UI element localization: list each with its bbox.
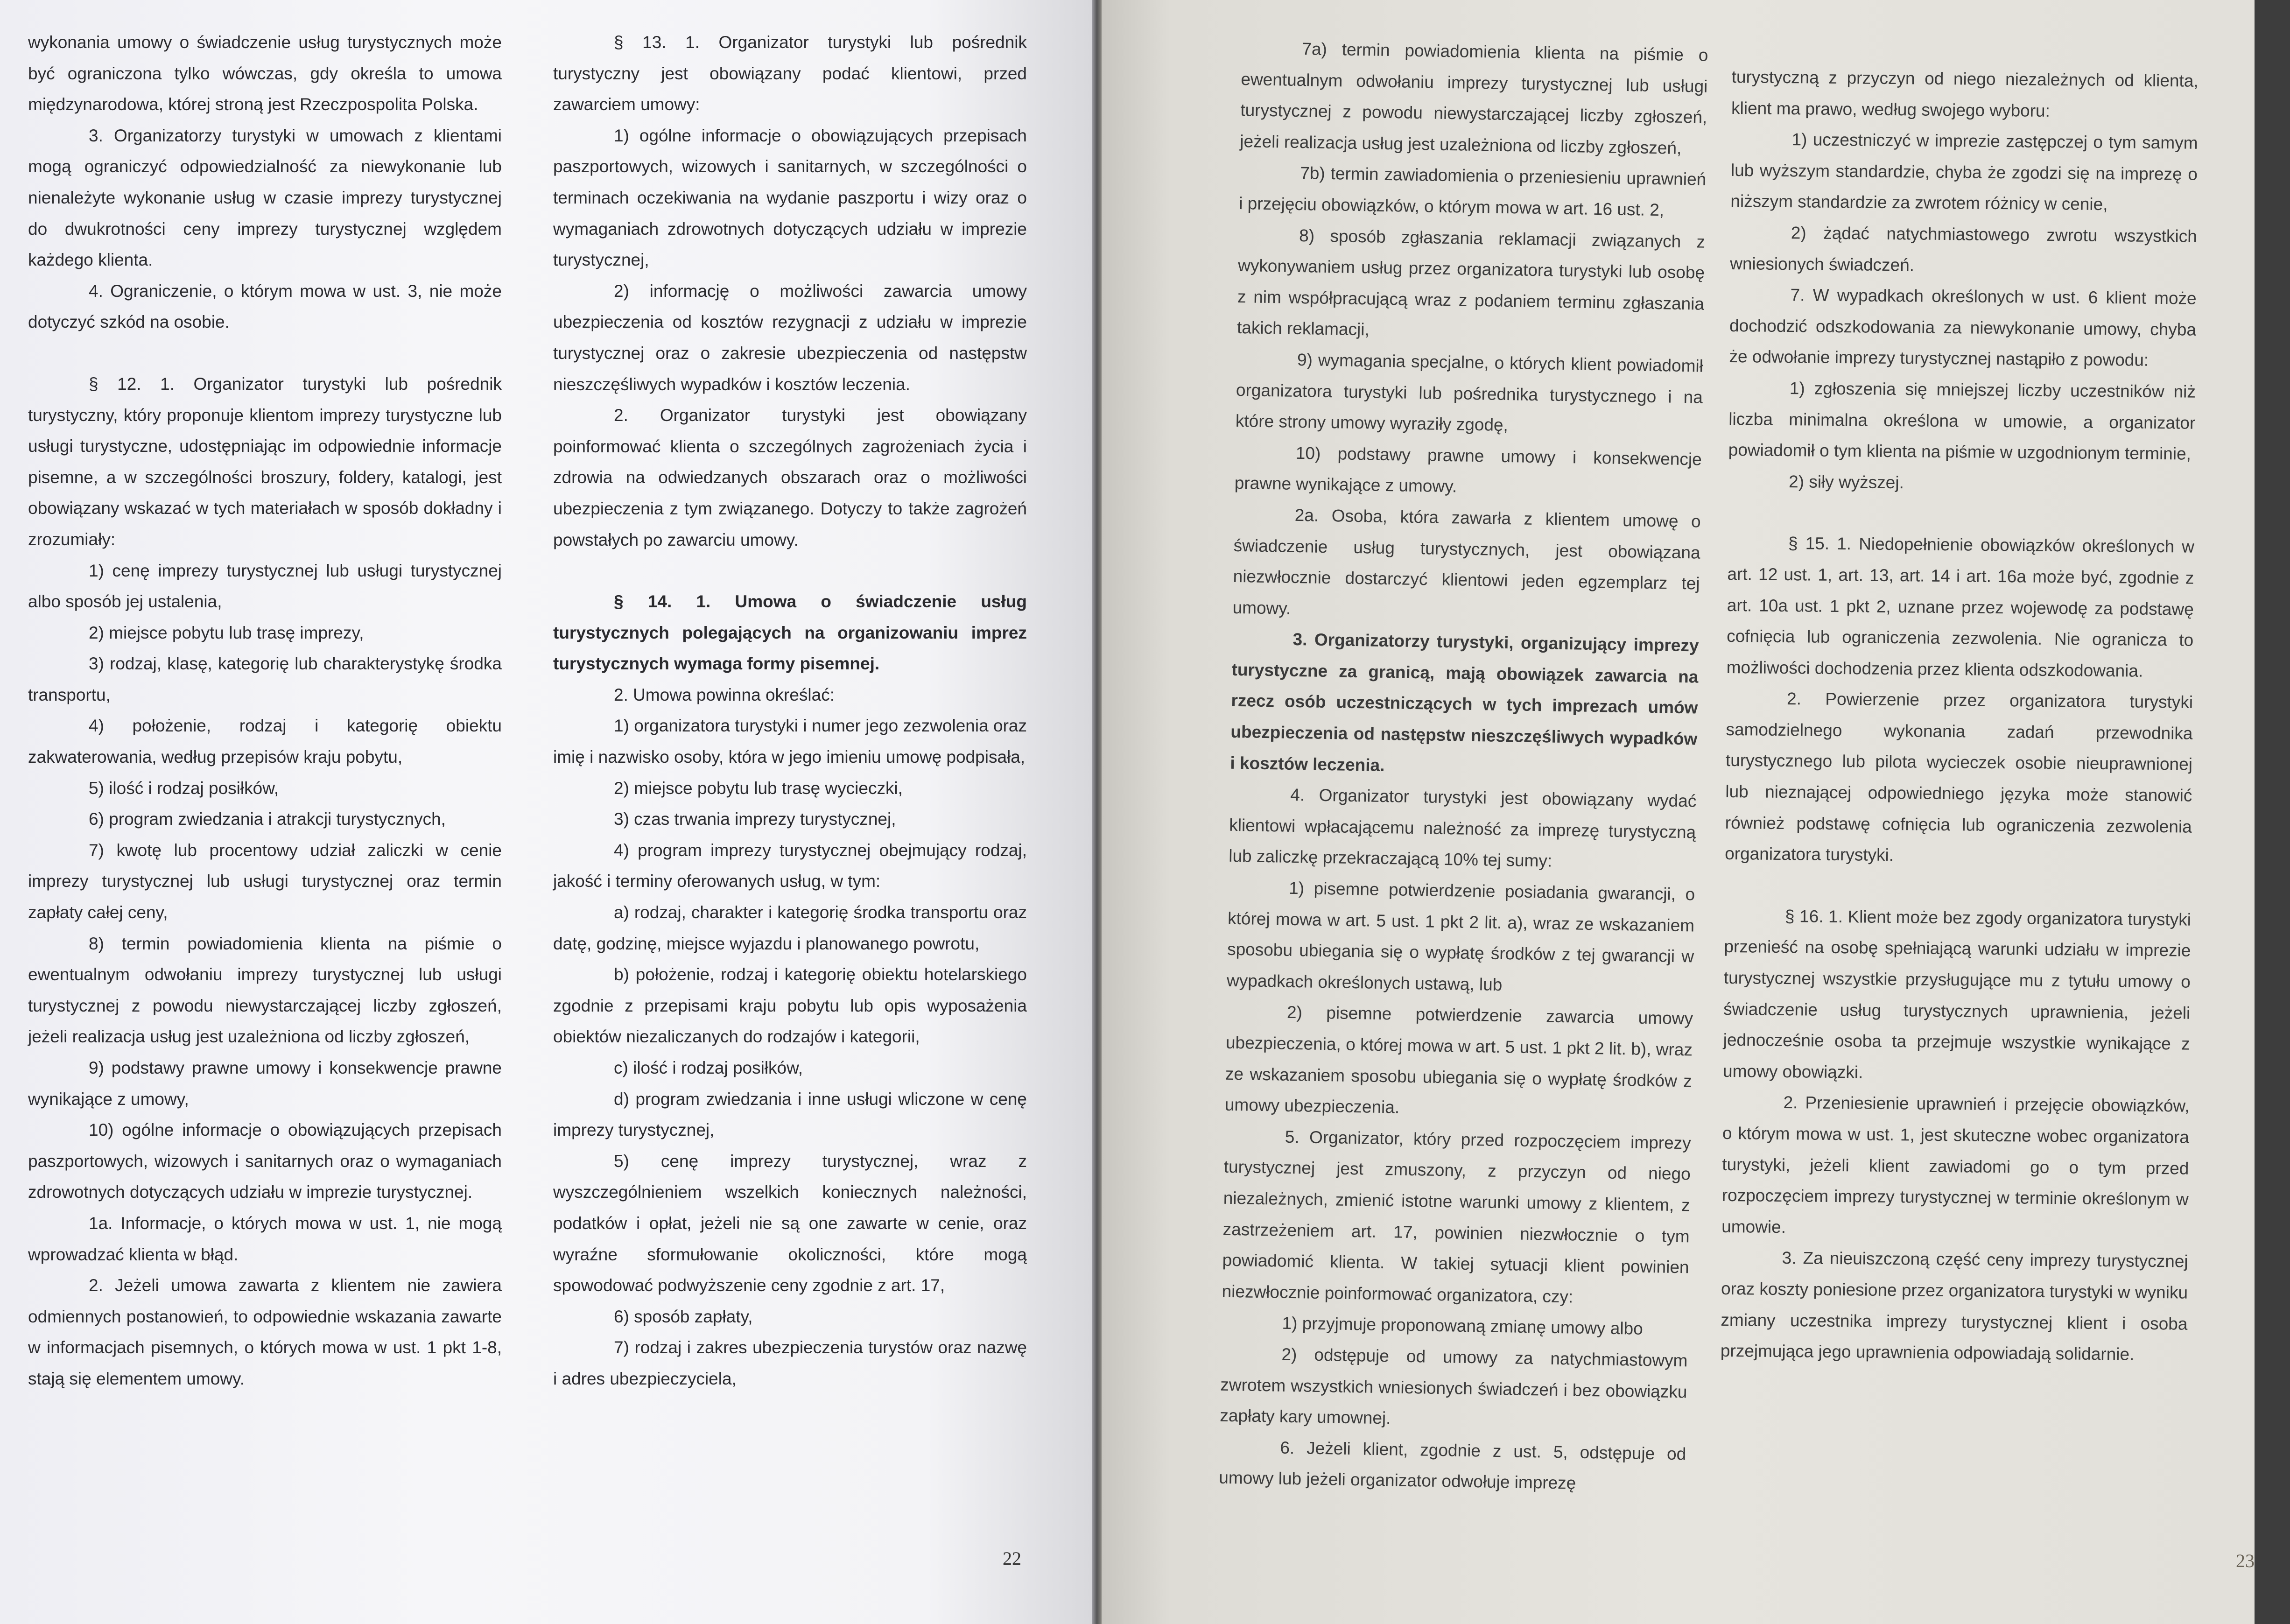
- paragraph: 5. Organizator, który przed rozpoczęciem imprezy turystycznej jest zmuszony, z przyczyn od niego niezależnych, zmienić istotne warunki umowy z klientem, z zastrzeżeniem art. 17, powinien niezwłocznie o tym powiadomić klienta. W takiej sytuacji klient powinien niezwłocznie poinformować organizatora, czy:: [1222, 1127, 1692, 1307]
- list-item: 7a) termin powiadomienia klienta na piśmie o ewentualnym odwołaniu imprezy turystycznej lub usługi turystycznej z powodu niewystarczającej liczby zgłoszeń, jeżeli realizacja usług jest uzależniona od liczby zgłoszeń,: [1240, 39, 1708, 158]
- list-item: 6) program zwiedzania i atrakcji turystycznych,: [89, 809, 446, 829]
- spacer: [28, 338, 502, 369]
- list-item: b) położenie, rodzaj i kategorię obiektu hotelarskiego zgodnie z przepisami kraju pobytu lub opis wyposażenia obiektów niezaliczanych do rodzajów i kategorii,: [553, 965, 1027, 1047]
- list-item: 8) sposób zgłaszania reklamacji związanych z wykonywaniem usług przez organizatora turystyki lub osobę z nim współpracującą wraz z podaniem terminu zgłaszania takich reklamacji,: [1236, 225, 1706, 339]
- paragraph: 2. Umowa powinna określać:: [614, 685, 835, 704]
- page-number: 22: [1003, 1548, 1021, 1569]
- list-item: 10) ogólne informacje o obowiązujących przepisach paszportowych, wizowych i sanitarnych oraz o wymaganiach zdrowotnych dotyczących udziału w imprezie turystycznej.: [28, 1120, 502, 1202]
- paragraph: 1a. Informacje, o których mowa w ust. 1, nie mogą wprowadzać klienta w błąd.: [28, 1213, 502, 1264]
- list-item: 1) uczestniczyć w imprezie zastępczej o tym samym lub wyższym standardzie, chyba że zgodzi się na imprezę o niższym standardzie za zwrotem różnicy w cenie,: [1730, 130, 2198, 214]
- list-item: 7) rodzaj i zakres ubezpieczenia turystów oraz nazwę i adres ubezpieczyciela,: [553, 1338, 1027, 1388]
- right-page-column-1: [1219, 33, 1708, 1501]
- section-14-paragraph: § 14. 1. Umowa o świadczenie usług turystycznych polegających na organizowaniu imprez turystycznych wymaga formy pisemnej.: [553, 592, 1027, 674]
- paragraph: 2. Przeniesienie uprawnień i przejęcie obowiązków, o którym mowa w ust. 1, jest skuteczne wobec organizatora turystyki, jeżeli klient zawiadomi go o tym przed rozpoczęciem imprezy turystycznej w terminie określonym w umowie.: [1721, 1093, 2190, 1237]
- list-item: 1) ogólne informacje o obowiązujących przepisach paszportowych, wizowych i sanitarnych, w szczególności o terminach oczekiwania na wydanie paszportu i wizy oraz o wymaganiach zdrowotnych dotyczących udziału w imprezie turystycznej,: [553, 126, 1027, 270]
- list-item: 10) podstawy prawne umowy i konsekwencje prawne wynikające z umowy.: [1234, 443, 1702, 496]
- list-item: 5) ilość i rodzaj posiłków,: [89, 778, 279, 798]
- list-item: a) rodzaj, charakter i kategorię środka transportu oraz datę, godzinę, miejsce wyjazdu i planowanego powrotu,: [553, 903, 1027, 953]
- list-item: 4) położenie, rodzaj i kategorię obiektu zakwaterowania, według przepisów kraju pobytu,: [28, 716, 502, 767]
- list-item: 9) podstawy prawne umowy i konsekwencje prawne wynikające z umowy,: [28, 1058, 502, 1109]
- book-gutter: [1092, 0, 1102, 1624]
- right-page: [1102, 0, 2255, 1624]
- paragraph: 3. Za nieuiszczoną część ceny imprezy turystycznej oraz koszty poniesione przez organizatora turystyki w wyniku zmiany uczestnika imprezy turystycznej klient i osoba przejmująca jego uprawnienia odpowiadają solidarnie.: [1720, 1248, 2188, 1364]
- list-item: 2) informację o możliwości zawarcia umowy ubezpieczenia od kosztów rezygnacji z udziału w imprezie turystycznej oraz o zakresie ubezpieczenia od następstw nieszczęśliwych wypadków i kosztów leczenia.: [553, 281, 1027, 394]
- paragraph: wykonania umowy o świadczenie usług turystycznych może być ograniczona tylko wówczas, gdy określa to umowa międzynarodowa, której stroną jest Rzeczpospolita Polska.: [28, 33, 502, 114]
- list-item: 2) siły wyższej.: [1788, 471, 1904, 492]
- list-item: 8) termin powiadomienia klienta na piśmie o ewentualnym odwołaniu imprezy turystycznej lub usługi turystycznej z powodu niewystarczającej liczby zgłoszeń, jeżeli realizacja usług jest uzależniona od liczby zgłoszeń,: [28, 934, 502, 1047]
- left-page-column-1: [28, 27, 502, 1395]
- section-16-paragraph: § 16. 1. Klient może bez zgody organizatora turystyki przenieść na osobę spełniającą warunki udziału w imprezie turystycznej wszystkie przysługujące mu z tytułu umowy o świadczenie usług turystycznych uprawnienia, jeżeli jednocześnie osoba ta przejmuje wszystkie wynikające z umowy obowiązki.: [1722, 906, 2192, 1082]
- list-item: 1) organizatora turystyki i numer jego zezwolenia oraz imię i nazwisko osoby, która w jego imieniu umowę podpisała,: [553, 716, 1027, 767]
- paragraph: 2. Powierzenie przez organizatora turystyki samodzielnego wykonania zadań przewodnika turystycznego lub pilota wycieczek osobie nieuprawnionej lub nieznającej odpowiedniego języka może stanowić również podstawę cofnięcia lub ograniczenia zezwolenia organizatora turystyki.: [1725, 689, 2193, 865]
- paragraph: 4. Organizator turystyki jest obowiązany wydać klientowi wpłacającemu należność za imprezę turystyczną lub zaliczkę przekraczającą 10% tej sumy:: [1228, 785, 1697, 871]
- spacer: [1728, 497, 2195, 532]
- list-item: d) program zwiedzania i inne usługi wliczone w cenę imprezy turystycznej,: [553, 1089, 1027, 1140]
- list-item: 4) program imprezy turystycznej obejmujący rodzaj, jakość i terminy oferowanych usług, w tym:: [553, 840, 1027, 891]
- spacer: [553, 555, 1027, 586]
- paragraph: 7. W wypadkach określonych w ust. 6 klient może dochodzić odszkodowania za niewykonanie umowy, chyba że odwołanie imprezy turystycznej nastąpiło z powodu:: [1729, 285, 2197, 370]
- list-item: 1) przyjmuje proponowaną zmianę umowy albo: [1282, 1314, 1644, 1339]
- list-item: 2) pisemne potwierdzenie zawarcia umowy ubezpieczenia, o której mowa w art. 5 ust. 1 pkt 2 lit. b), wraz ze wskazaniem sposobu ubiegania się o wypłatę środków z umowy ubezpieczenia.: [1224, 1003, 1693, 1117]
- left-page-column-2: [553, 27, 1027, 1395]
- list-item: 2) miejsce pobytu lub trasę imprezy,: [89, 623, 364, 642]
- section-13-paragraph: § 13. 1. Organizator turystyki lub pośrednik turystyczny jest obowiązany podać klientowi, przed zawarciem umowy:: [553, 33, 1027, 114]
- spacer: [1724, 870, 2192, 905]
- list-item: 7) kwotę lub procentowy udział zaliczki w cenie imprezy turystycznej lub usługi turystycznej oraz termin zapłaty całej ceny,: [28, 840, 502, 922]
- list-item: c) ilość i rodzaj posiłków,: [614, 1058, 803, 1077]
- left-page: [0, 0, 1092, 1624]
- list-item: 2) odstępuje od umowy za natychmiastowym zwrotem wszystkich wniesionych świadczeń i bez obowiązku zapłaty kary umownej.: [1220, 1344, 1688, 1428]
- list-item: 6) sposób zapłaty,: [614, 1307, 753, 1326]
- paragraph: 3. Organizatorzy turystyki, organizujący imprezy turystyczne za granicą, mają obowiązek zawarcia na rzecz osób uczestniczących w tych imprezach umów ubezpieczenia od następstw nieszczęśliwych wypadków i kosztów leczenia.: [1230, 630, 1699, 775]
- paragraph: 4. Ograniczenie, o którym mowa w ust. 3, nie może dotyczyć szkód na osobie.: [28, 281, 502, 332]
- paragraph: 3. Organizatorzy turystyki w umowach z klientami mogą ograniczyć odpowiedzialność za niewykonanie lub nienależyte wykonanie usług w czasie imprezy turystycznej do dwukrotności ceny imprezy turystycznej względem każdego klienta.: [28, 126, 502, 270]
- list-item: 5) cenę imprezy turystycznej, wraz z wyszczególnieniem wszelkich koniecznych należności, podatków i opłat, jeżeli nie są one zawarte w cenie, oraz wyraźne sformułowanie okoliczności, które mogą spowodować podwyższenie ceny zgodnie z art. 17,: [553, 1151, 1027, 1295]
- list-item: 2) żądać natychmiastowego zwrotu wszystkich wniesionych świadczeń.: [1730, 223, 2197, 274]
- list-item: 7b) termin zawiadomienia o przeniesieniu uprawnień i przejęciu obowiązków, o którym mowa w art. 16 ust. 2,: [1238, 163, 1707, 220]
- list-item: 1) cenę imprezy turystycznej lub usługi turystycznej albo sposób jej ustalenia,: [28, 561, 502, 612]
- list-item: 9) wymagania specjalne, o których klient powiadomił organizatora turystyki lub pośrednika turystycznego i na które strony umowy wyraziły zgodę,: [1235, 350, 1704, 435]
- paragraph: 2a. Osoba, która zawarła z klientem umowę o świadczenie usług turystycznych, jest obowiązana niezwłocznie dostarczyć klientowi jeden egzemplarz tej umowy.: [1232, 505, 1701, 618]
- right-page-column-2: [1721, 62, 2199, 1371]
- list-item: 3) czas trwania imprezy turystycznej,: [614, 809, 896, 829]
- paragraph: 2. Organizator turystyki jest obowiązany poinformować klienta o szczególnych zagrożeniach życia i zdrowia na odwiedzanych obszarach oraz o możliwości ubezpieczenia z tym związanego. Dotyczy to także zagrożeń powstałych po zawarciu umowy.: [553, 406, 1027, 549]
- list-item: 3) rodzaj, klasę, kategorię lub charakterystykę środka transportu,: [28, 654, 502, 704]
- paragraph: 2. Jeżeli umowa zawarta z klientem nie zawiera odmiennych postanowień, to odpowiednie wskazania zawarte w informacjach pisemnych, o których mowa w ust. 1 pkt 1-8, stają się elementem umowy.: [28, 1276, 502, 1388]
- paragraph: turystyczną z przyczyn od niego niezależnych od klienta, klient ma prawo, według swojego wyboru:: [1731, 67, 2199, 120]
- page-number: 23: [2236, 1550, 2255, 1571]
- section-15-paragraph: § 15. 1. Niedopełnienie obowiązków określonych w art. 12 ust. 1, art. 13, art. 14 i art. 16a może być, zgodnie z art. 10a ust. 1 pkt 2, uznane przez wojewodę za podstawę cofnięcia lub ograniczenia zezwolenia. Nie ogranicza to możliwości dochodzenia przez klienta odszkodowania.: [1726, 534, 2195, 681]
- section-12-paragraph: § 12. 1. Organizator turystyki lub pośrednik turystyczny, który proponuje klientom imprezy turystyczne lub usługi turystyczne, udostępniając im odpowiednie informacje pisemne, a w szczególności broszury, foldery, katalogi, jest obowiązany wskazać w tych materiałach w sposób dokładny i zrozumiały:: [28, 374, 502, 549]
- list-item: 1) zgłoszenia się mniejszej liczby uczestników niż liczba minimalna określona w umowie, a organizator powiadomił o tym klienta na piśmie w uzgodnionym terminie,: [1728, 379, 2196, 464]
- paragraph: 6. Jeżeli klient, zgodnie z ust. 5, odstępuje od umowy lub jeżeli organizator odwołuje imprezę: [1219, 1438, 1686, 1493]
- list-item: 1) pisemne potwierdzenie posiadania gwarancji, o której mowa w art. 5 ust. 1 pkt 2 lit. a), wraz ze wskazaniem sposobu ubiegania się o wypłatę środków z tej gwarancji w wypadkach określonych ustawą, lub: [1226, 878, 1695, 994]
- list-item: 2) miejsce pobytu lub trasę wycieczki,: [614, 778, 903, 798]
